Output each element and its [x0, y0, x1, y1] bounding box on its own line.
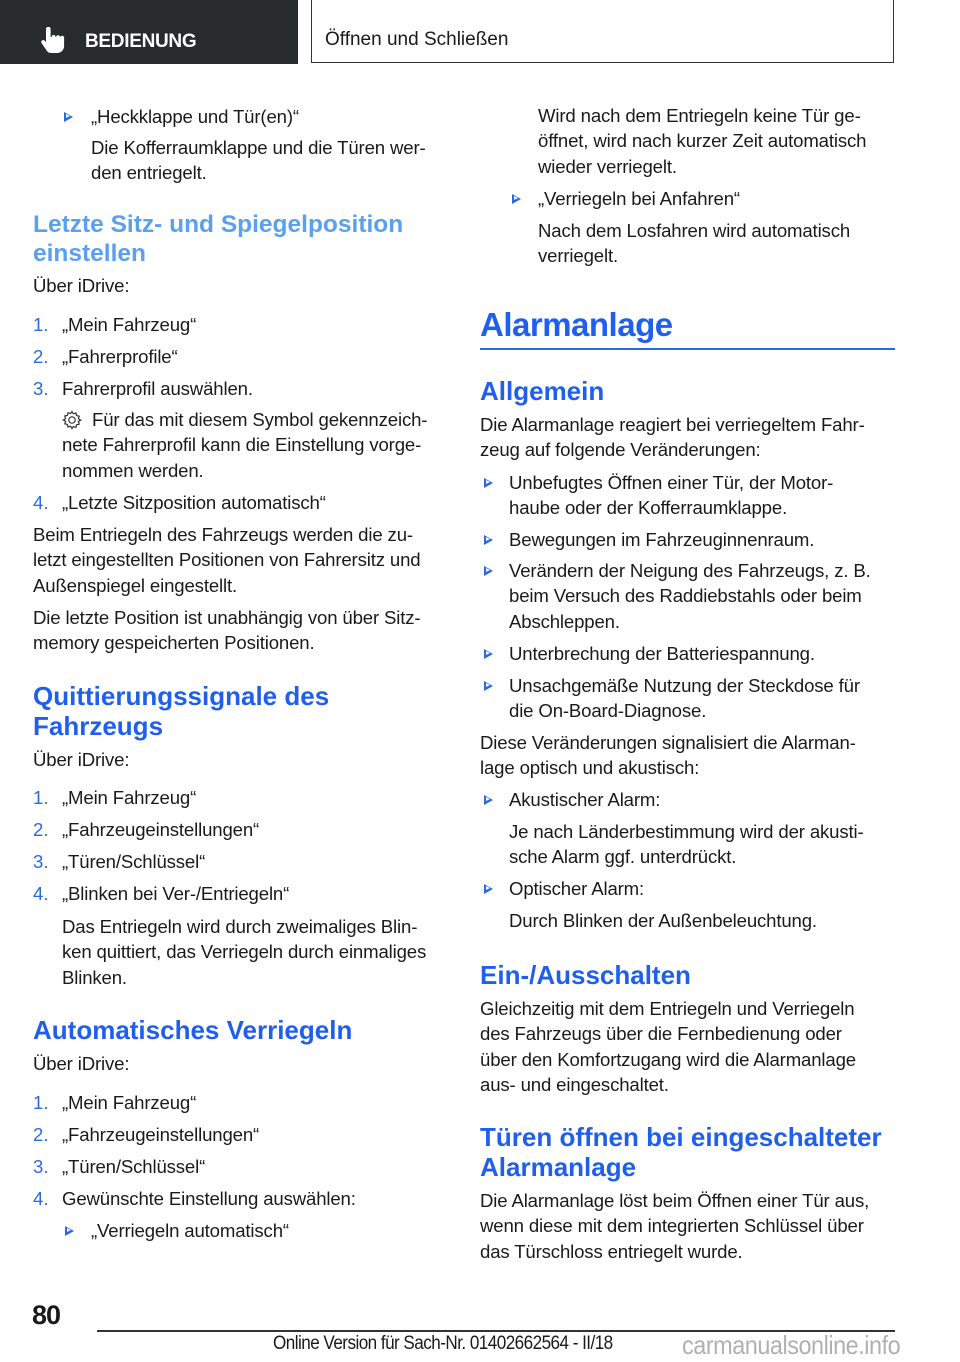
- bullet-item: Unbefugtes Öffnen einer Tür, der Motor- haube oder der Kofferraumklappe.: [509, 472, 834, 519]
- section-label: BEDIENUNG: [85, 31, 197, 52]
- intro-text: Über iDrive:: [33, 1053, 130, 1074]
- bullet-triangle-icon: [484, 795, 493, 805]
- chapter-header: [311, 0, 894, 63]
- bullet-triangle-icon: [65, 1226, 74, 1236]
- step-item: „Fahrerprofile“: [62, 346, 178, 367]
- step-number: 1.: [33, 314, 49, 335]
- bullet-item: Akustischer Alarm:: [509, 789, 661, 810]
- bullet-item: Optischer Alarm:: [509, 878, 645, 899]
- bullet-description: Die Kofferraumklappe und die Türen wer- den entriegelt.: [91, 137, 426, 184]
- step-number: 4.: [33, 492, 49, 513]
- step-number: 4.: [33, 1188, 49, 1209]
- step-note: Für das mit diesem Symbol gekennzeich- nete Fahrerprofil kann die Einstellung vorge- nommen werden.: [62, 409, 428, 481]
- bullet-triangle-icon: [484, 649, 493, 659]
- paragraph: Wird nach dem Entriegeln keine Tür ge- öffnet, wird nach kurzer Zeit automatisch wieder verriegelt.: [538, 105, 867, 177]
- bullet-item: „Heckklappe und Tür(en)“: [91, 106, 299, 127]
- section-heading: Ein-/Ausschalten: [480, 960, 691, 990]
- step-number: 4.: [33, 883, 49, 904]
- paragraph: Die Alarmanlage reagiert bei verriegeltem Fahr- zeug auf folgende Veränderungen:: [480, 414, 865, 461]
- bullet-item: Unterbrechung der Batteriespannung.: [509, 643, 815, 664]
- bullet-item: Bewegungen im Fahrzeuginnenraum.: [509, 529, 815, 550]
- step-item: „Mein Fahrzeug“: [62, 1092, 197, 1113]
- paragraph: Die Alarmanlage löst beim Öffnen einer Tür aus, wenn diese mit dem integrierten Schlüssel über das Türschloss entriegelt wurde.: [480, 1190, 870, 1262]
- step-number: 3.: [33, 378, 49, 399]
- step-item: „Fahrzeugeinstellungen“: [62, 1124, 260, 1145]
- step-item: „Türen/Schlüssel“: [62, 851, 206, 872]
- step-item: Gewünschte Einstellung auswählen:: [62, 1188, 356, 1209]
- step-number: 2.: [33, 346, 49, 367]
- bullet-triangle-icon: [484, 535, 493, 545]
- bullet-description: Durch Blinken der Außenbeleuchtung.: [509, 910, 817, 931]
- heading-divider: [480, 348, 895, 350]
- bullet-description: Nach dem Losfahren wird automatisch verriegelt.: [538, 220, 851, 267]
- section-heading: Türen öffnen bei eingeschalteter Alarmanlage: [480, 1122, 882, 1182]
- section-heading: Letzte Sitz- und Spiegelposition einstellen: [33, 211, 404, 267]
- bullet-item: „Verriegeln automatisch“: [91, 1220, 289, 1241]
- bullet-item: „Verriegeln bei Anfahren“: [538, 188, 740, 209]
- section-heading: Automatisches Verriegeln: [33, 1015, 353, 1045]
- bullet-item: Verändern der Neigung des Fahrzeugs, z. B. beim Versuch des Raddiebstahls oder beim Abschleppen.: [509, 560, 871, 632]
- step-number: 2.: [33, 819, 49, 840]
- hand-pointer-icon: [40, 27, 66, 54]
- step-item: „Letzte Sitzposition automatisch“: [62, 492, 326, 513]
- section-heading: Allgemein: [480, 376, 605, 406]
- bullet-triangle-icon: [484, 884, 493, 894]
- bullet-item: Unsachgemäße Nutzung der Steckdose für die On-Board-Diagnose.: [509, 675, 860, 722]
- step-item: Fahrerprofil auswählen.: [62, 378, 253, 399]
- bullet-triangle-icon: [484, 681, 493, 691]
- step-item: „Türen/Schlüssel“: [62, 1156, 206, 1177]
- step-note: Das Entriegeln wird durch zweimaliges Blin- ken quittiert, das Verriegeln durch einmaliges Blinken.: [62, 916, 427, 988]
- paragraph: Gleichzeitig mit dem Entriegeln und Verriegeln des Fahrzeugs über die Fernbedienung oder über den Komfortzugang wird die Alarmanlage aus- und eingeschaltet.: [480, 998, 856, 1095]
- paragraph: Die letzte Position ist unabhängig von über Sitz- memory gespeicherten Positionen.: [33, 607, 421, 654]
- step-number: 2.: [33, 1124, 49, 1145]
- bullet-triangle-icon: [64, 112, 73, 122]
- step-number: 1.: [33, 1092, 49, 1113]
- footer-text: Online Version für Sach-Nr. 01402662564 - II/18: [273, 1333, 613, 1354]
- intro-text: Über iDrive:: [33, 275, 130, 296]
- paragraph: Beim Entriegeln des Fahrzeugs werden die zu- letzt eingestellten Positionen von Fahrersitz und Außenspiegel eingestellt.: [33, 524, 421, 596]
- step-number: 3.: [33, 1156, 49, 1177]
- step-number: 3.: [33, 851, 49, 872]
- intro-text: Über iDrive:: [33, 749, 130, 770]
- section-heading: Quittierungssignale des Fahrzeugs: [33, 681, 330, 741]
- bullet-triangle-icon: [484, 566, 493, 576]
- chapter-title: Öffnen und Schließen: [325, 29, 509, 50]
- paragraph: Diese Veränderungen signalisiert die Alarman- lage optisch und akustisch:: [480, 732, 856, 779]
- chapter-heading: Alarmanlage: [480, 306, 673, 343]
- step-number: 1.: [33, 787, 49, 808]
- bullet-triangle-icon: [484, 478, 493, 488]
- step-item: „Mein Fahrzeug“: [62, 314, 197, 335]
- step-item: „Fahrzeugeinstellungen“: [62, 819, 260, 840]
- step-item: „Mein Fahrzeug“: [62, 787, 197, 808]
- page-number: 80: [32, 1300, 61, 1330]
- bullet-triangle-icon: [512, 194, 521, 204]
- bullet-description: Je nach Länderbestimmung wird der akusti- sche Alarm ggf. unterdrückt.: [509, 821, 864, 868]
- step-item: „Blinken bei Ver-/Entriegeln“: [62, 883, 290, 904]
- section-header: [0, 0, 298, 64]
- watermark: carmanualsonline.info: [682, 1330, 901, 1360]
